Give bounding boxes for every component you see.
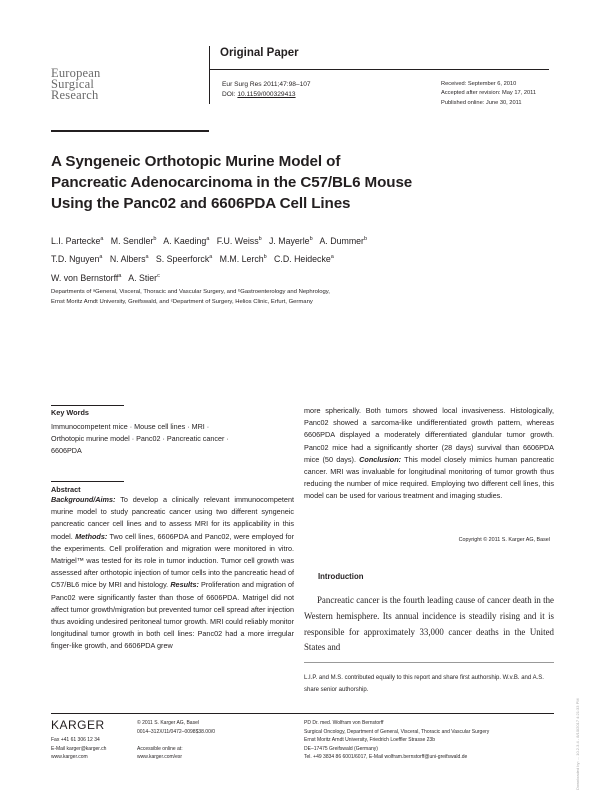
contact-fax: Fax +41 61 306 12 34 [51,737,100,743]
title-line-1: A Syngeneic Orthotopic Murine Model of [51,153,341,170]
abstract-rule [51,481,124,482]
author-line-3 [51,268,521,286]
author-list [51,231,521,286]
author: F.U. Weiss [216,235,259,246]
author: C.D. Heidecke [274,254,331,265]
author: S. Speerforck [155,254,210,265]
correspondence-city: DE–17475 Greifswald (Germany) [304,745,378,752]
author-sup: a [145,254,149,261]
author: N. Albers [109,254,146,265]
publication-dates [441,80,536,108]
conclusion-text: This model closely mimics human pancreatic cancer. MRI was invaluable for longitudinal monitoring of tumor growth thus reducing the number of mice required. Employing two different cell lines, this model can be used for various treatment and imaging studies. [304,454,554,501]
title-rule [51,130,209,132]
author: M. Sendler [110,235,154,246]
keywords-line-1: Immunocompetent mice · Mouse cell lines · MRI · [51,422,210,431]
author-sup: b [309,236,313,242]
author: T.D. Nguyen [51,254,100,265]
section-label: Original Paper [220,47,299,59]
author-sup: a [209,254,213,261]
keywords-rule [51,405,124,406]
publisher-contact [51,736,106,762]
author-sup: a [330,254,334,261]
author-sup: b [153,236,157,242]
author-line-2 [51,249,521,267]
publisher-logo: KARGER [51,718,105,732]
abstract-copyright: Copyright © 2011 S. Karger AG, Basel [458,537,550,543]
author: M.M. Lerch [219,254,264,265]
author: A. Kaeding [163,235,207,246]
author-sup: a [118,272,122,279]
footnote-rule [304,662,554,663]
author-sup: a [100,236,104,242]
copyright-info [137,719,215,762]
methods-text: Two cell lines, 6606PDA and Panc02, were employed for the experiments. Cell proliferation and migration were monitored in vitro. Matrigel™ was tested for its role in tumor induction. Tumor cell growth was assessed after orthotopic injection of tumor cells into the pancreatic head of C57/BL6 mice by MRI and histology. [51,531,294,590]
author-sup: b [363,236,368,242]
doi-prefix: DOI: [222,90,238,98]
header-rule-vertical [209,46,210,104]
author: W. von Bernstorff [51,272,119,283]
background-label: Background/Aims: [51,495,116,504]
received-date: Received: September 6, 2010 [441,81,517,87]
article-title [51,151,511,214]
download-side-note: Downloaded by: ... 10.2.3.4 - 8/10/2017 4:21:33 PM [575,698,580,790]
correspondence-univ: Ernst Moritz Arndt University, Friedrich Loeffler Strasse 23b [304,737,435,743]
logo-line-1: European [51,66,101,80]
abstract-heading: Abstract [51,485,81,494]
contact-website[interactable]: www.karger.com [51,754,88,760]
results-label: Results: [170,580,199,590]
introduction-paragraph: Pancreatic cancer is the fourth leading cause of cancer death in the Western hemisphere. Its annual incidence is steadily rising and it is responsible for approximately 33,000 cancer deaths in the United States and [304,595,554,653]
affiliation-line-1: Departments of ᵃGeneral, Visceral, Thoracic and Vascular Surgery, and ᵇGastroenterology and Nephrology, [51,289,330,295]
doi-line [222,90,311,100]
published-date: Published online: June 30, 2011 [441,99,522,106]
keywords-list [51,421,291,458]
keywords-line-2: Orthotopic murine model · Panc02 · Pancreatic cancer · [51,434,229,444]
results-text: Proliferation and migration of Panc02 were significantly faster than those of 6606PDA. Matrigel did not affect tumor growth/migration but prevented tumor cell spread after injection thus avoiding undesired peritoneal tumor growth. MRI could reliably monitor longitudinal tumor growth in both cell lines: Panc02 had a more irregular finger-like growth, and 6606PDA grew [51,580,294,651]
author: J. Mayerle [269,235,310,246]
title-line-2: Pancreatic Adenocarcinoma in the C57/BL6 Mouse [51,174,413,191]
introduction-text [304,593,554,656]
author-sup: c [157,272,160,279]
doi-link[interactable]: 10.1159/000329413 [237,90,296,98]
author-sup: b [258,236,262,242]
conclusion-label: Conclusion: [359,454,402,464]
abstract-column-2 [304,405,554,503]
affiliation-line-2: Ernst Moritz Arndt University, Greifswald, and ᶜDepartment of Surgery, Helios Clinic, Erfurt, Germany [51,299,313,305]
logo-line-2: Surgical [51,77,95,91]
affiliations [51,287,521,307]
journal-citation-block [222,80,311,99]
author-sup: a [99,254,103,261]
introduction-heading: Introduction [318,572,364,581]
keywords-heading: Key Words [51,408,89,417]
author: L.I. Partecke [51,235,101,246]
header-rule-horizontal [209,69,549,70]
author-sup: a [206,236,210,242]
journal-logo [51,68,101,101]
footer-rule [51,713,554,714]
contact-email: E-Mail karger@karger.ch [51,745,107,752]
keywords-line-3: 6606PDA [51,446,82,456]
online-label: Accessible online at: [137,745,183,752]
author: A. Dummer [319,235,364,246]
methods-label: Methods: [75,531,108,541]
correspondence [304,719,574,762]
background-text: To develop a clinically relevant immunocompetent murine model to study pancreatic cancer using two different syngeneic pancreatic cancer cell lines and to assess MRI for its applicability in this model. [51,495,294,541]
correspondence-dept: Surgical Oncology, Department of General, Visceral, Thoracic and Vascular Surgery [304,728,490,735]
author: A. Stier [128,272,158,283]
author-sup: b [263,254,267,261]
accepted-date: Accepted after revision: May 17, 2011 [441,90,537,97]
author-line-1 [51,231,521,249]
spacer-line [137,736,215,745]
correspondence-contact: Tel. +49 3834 86 6001/6017, E-Mail wolfram.bernstorff@uni-greifswald.de [304,754,468,760]
title-line-3: Using the Panc02 and 6606PDA Cell Lines [51,195,351,212]
abstract-column-1 [51,494,294,653]
journal-citation: Eur Surg Res 2011;47:98–107 [222,81,311,88]
copyright-line: © 2011 S. Karger AG, Basel [137,720,199,726]
online-url[interactable]: www.karger.com/esr [137,754,183,760]
abstract-continued: more spherically. Both tumors showed local invasiveness. Histologically, Panc02 showed a sarcoma-like undifferentiated growth pattern, whereas 6606PDA displayed a moderately differentiated glandular tumor growth. Panc02 mice had a significantly shorter (28 days) survival than 6606PDA mice (50 days). [304,406,554,464]
contribution-note: L.I.P. and M.S. contributed equally to this report and share first authorship. W.v.B. and A.S. share senior authorship. [304,675,544,693]
issn-line: 0014–312X/11/0472–0098$38.00/0 [137,728,216,735]
logo-line-3: Research [51,88,99,102]
correspondence-name: PD Dr. med. Wolfram von Bernstorff [304,720,384,726]
